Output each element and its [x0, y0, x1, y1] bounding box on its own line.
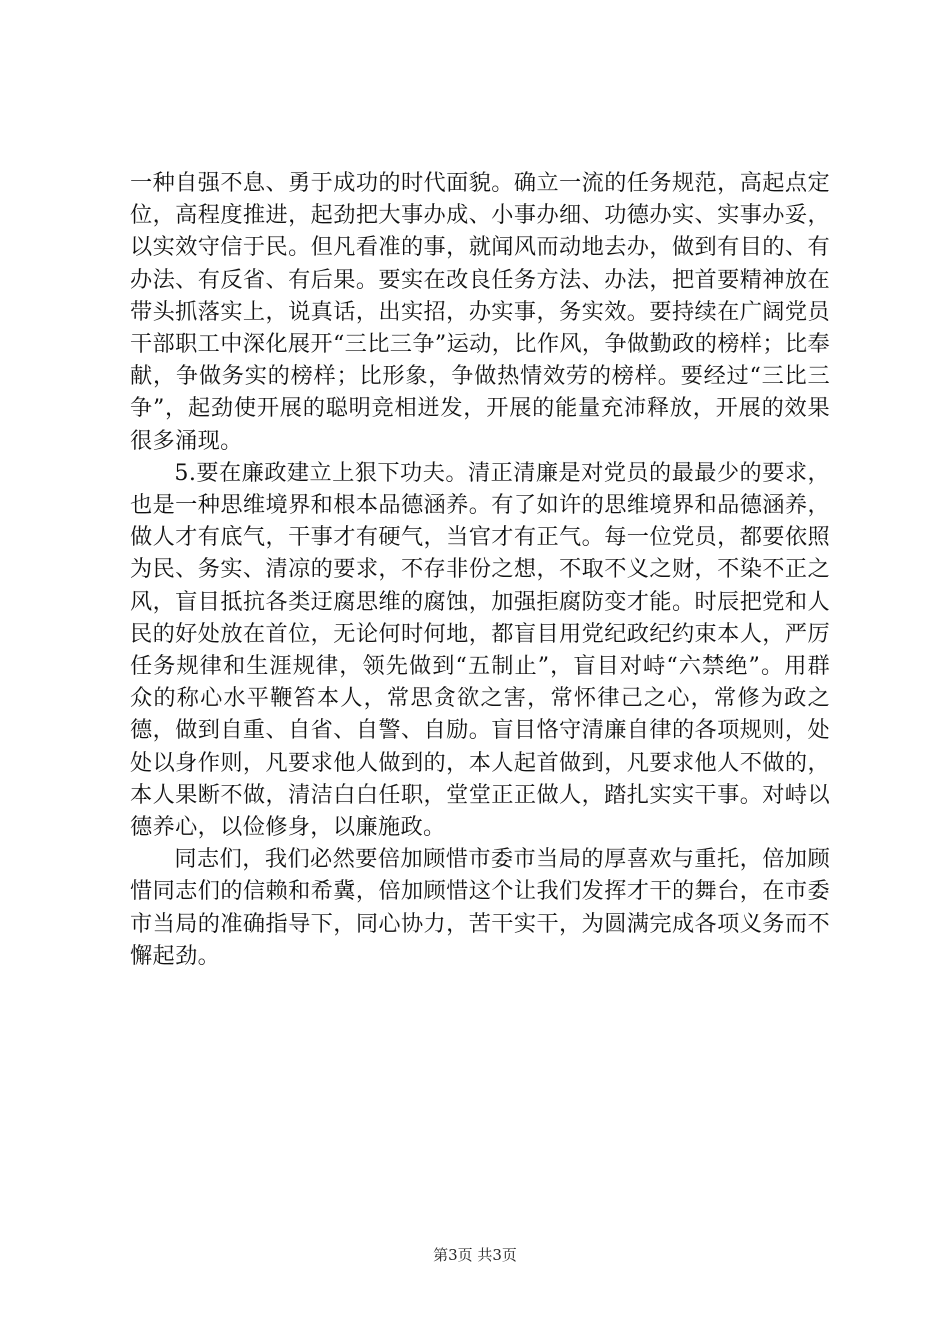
paragraph-closing: 同志们，我们必然要倍加顾惜市委市当局的厚喜欢与重托，倍加顾惜同志们的信赖和希冀，倍加顾惜这个让我们发挥才干的舞台，在市委市当局的准确指导下，同心协力，苦干实干，为圆满完成各项义务而不懈起劲。	[130, 846, 830, 969]
paragraph-section-5: 5.要在廉政建立上狠下功夫。清正清廉是对党员的最最少的要求，也是一种思维境界和根本品德涵养。有了如许的思维境界和品德涵养，做人才有底气，干事才有硬气，当官才有正气。每一位党员，都要依照为民、务实、清凉的要求，不存非份之想，不取不义之财，不染不正之风，盲目抵抗各类迂腐思维的腐蚀，加强拒腐防变才能。时辰把党和人民的好处放在首位，无论何时何地，都盲目用党纪政纪约束本人，严厉任务规律和生涯规律，领先做到“五制止”，盲目对峙“六禁绝”。用群众的称心水平鞭笞本人，常思贪欲之害，常怀律己之心，常修为政之德，做到自重、自省、自警、自励。盲目恪守清廉自律的各项规则，处处以身作则，凡要求他人做到的，本人起首做到，凡要求他人不做的，本人果断不做，清洁白白任职，堂堂正正做人，踏扎实实干事。对峙以德养心，以俭修身，以廉施政。	[130, 459, 830, 841]
paragraph-continuation: 一种自强不息、勇于成功的时代面貌。确立一流的任务规范，高起点定位，高程度推进，起劲把大事办成、小事办细、功德办实、实事办妥，以实效守信于民。但凡看准的事，就闻风而动地去办，做到有目的、有办法、有反省、有后果。要实在改良任务方法、办法，把首要精神放在带头抓落实上，说真话，出实招，办实事，务实效。要持续在广阔党员干部职工中深化展开“三比三争”运动，比作风，争做勤政的榜样；比奉献，争做务实的榜样；比形象，争做热情效劳的榜样。要经过“三比三争”，起劲使开展的聪明竞相迸发，开展的能量充沛释放，开展的效果很多涌现。	[130, 170, 830, 454]
document-body	[130, 167, 830, 972]
page-number-footer: 第3页 共3页	[433, 1246, 517, 1264]
